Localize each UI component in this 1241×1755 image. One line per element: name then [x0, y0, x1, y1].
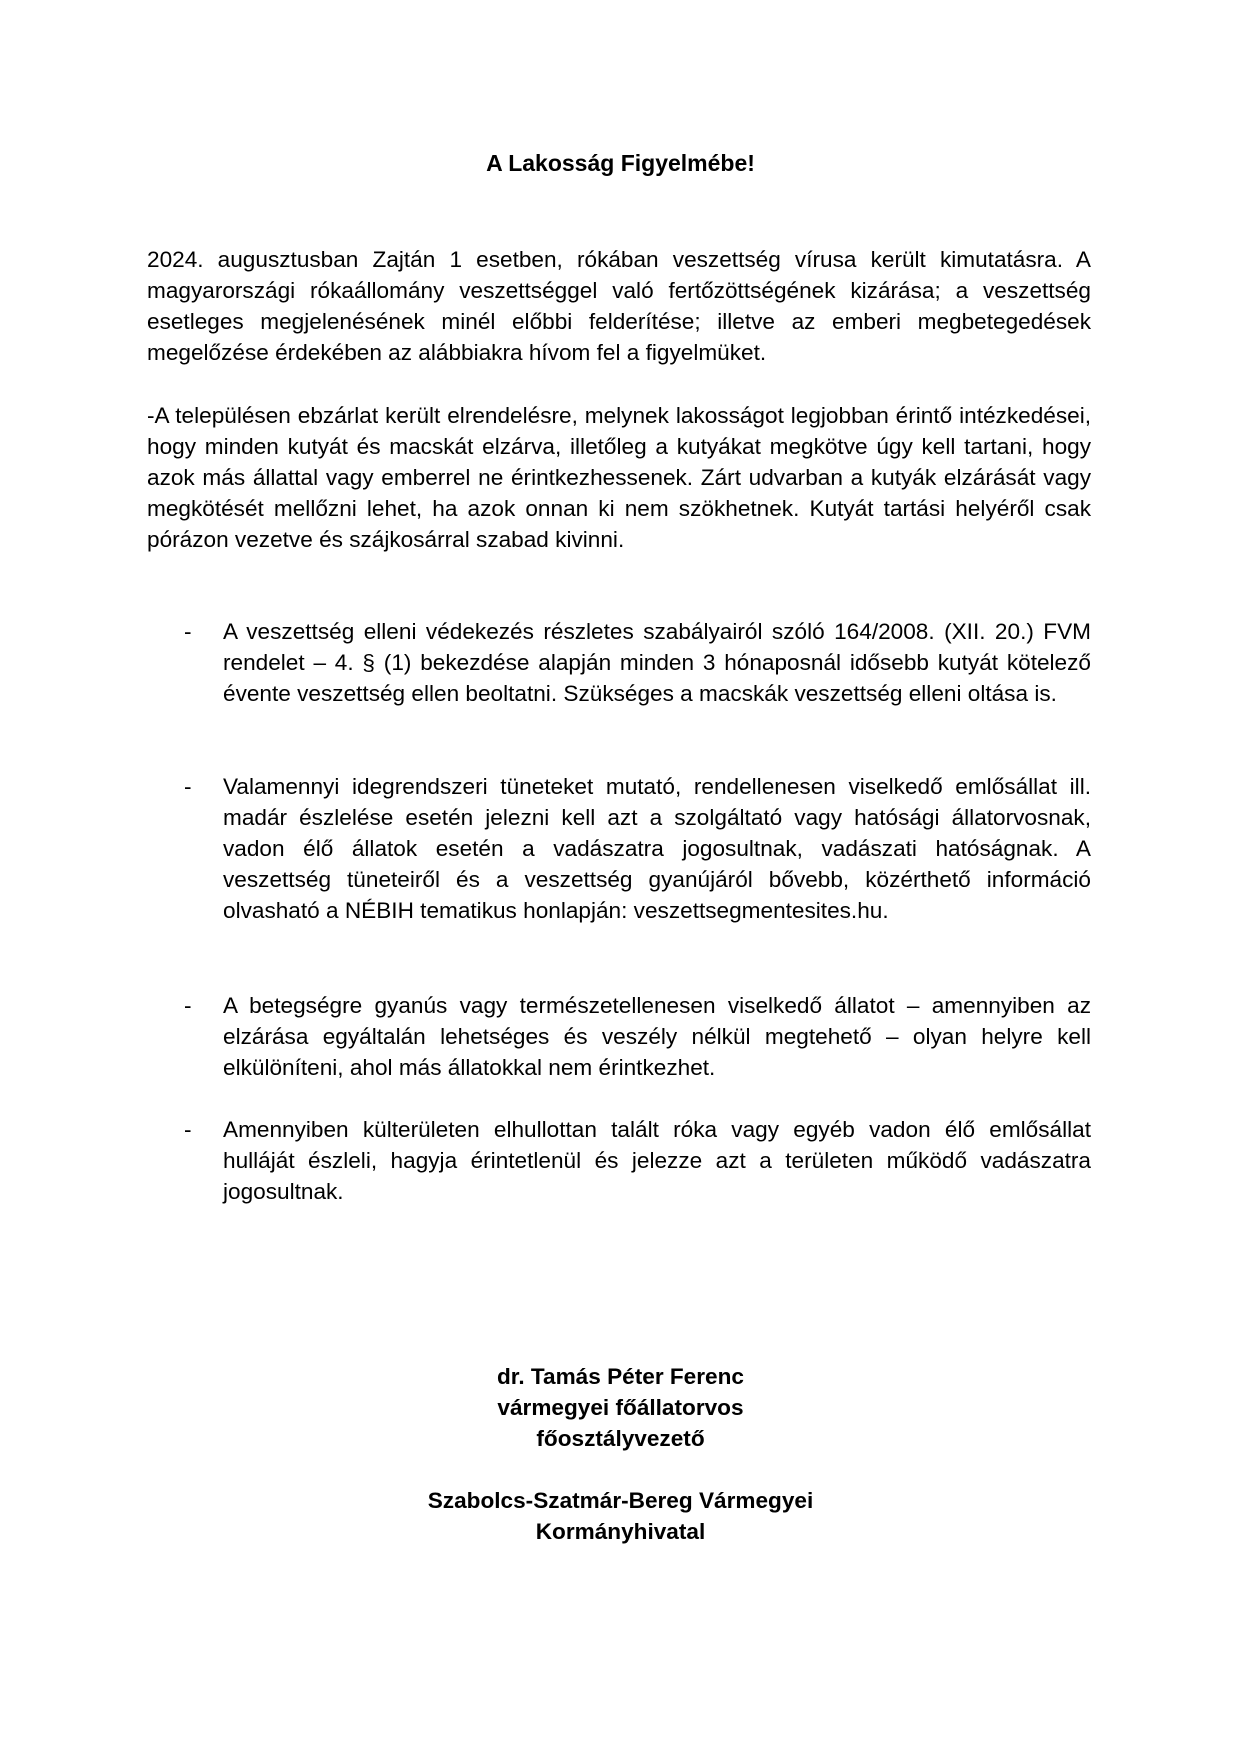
list-item-text: Valamennyi idegrendszeri tüneteket mutató, rendellenesen viselkedő emlősállat ill. madár észlelése esetén jelezni kell azt a szolgáltató vagy hatósági állatorvosnak, vadon élő állatok esetén a vadászatra jogosultnak, vadászati hatóságnak. A veszettség tüneteiről és a veszettség gyanújáról bővebb, közérthető információ olvasható a NÉBIH tematikus honlapján: veszettsegmentesites.hu.: [223, 774, 1091, 923]
signatory-name: dr. Tamás Péter Ferenc: [497, 1364, 744, 1389]
list-dash-marker: -: [184, 774, 192, 799]
list-item-text: Amennyiben külterületen elhullottan talált róka vagy egyéb vadon élő emlősállat hulláját észleli, hagyja érintetlenül és jelezze azt a területen működő vadászatra jogosultnak.: [223, 1117, 1091, 1204]
list-dash-marker: -: [184, 619, 192, 644]
lockdown-paragraph: -A településen ebzárlat került elrendelésre, melynek lakosságot legjobban érintő intézkedései, hogy minden kutyát és macskát elzárva, illetőleg a kutyákat megkötve úgy kell tartani, hogy azok más állattal vagy emberrel ne érintkezhessenek. Zárt udvarban a kutyák elzárását vagy megkötését mellőzni lehet, ha azok onnan ki nem szökhetnek. Kutyát tartási helyéről csak pórázon vezetve és szájkosárral szabad kivinni.: [147, 403, 1091, 552]
document-title: A Lakosság Figyelmébe!: [486, 150, 755, 176]
signatory-role: főosztályvezető: [536, 1426, 705, 1451]
organization-name-line1: Szabolcs-Szatmár-Bereg Vármegyei: [427, 1488, 814, 1513]
signature-block: [0, 1361, 1241, 1454]
list-dash-marker: -: [184, 993, 192, 1018]
list-item-text: A betegségre gyanús vagy természetellenesen viselkedő állatot – amennyiben az elzárása egyáltalán lehetséges és veszély nélkül megtehető – olyan helyre kell elkülöníteni, ahol más állatokkal nem érintkezhet.: [223, 993, 1091, 1080]
signatory-position: vármegyei főállatorvos: [497, 1395, 744, 1420]
intro-paragraph: 2024. augusztusban Zajtán 1 esetben, rókában veszettség vírusa került kimutatásra. A magyarországi rókaállomány veszettséggel való fertőzöttségének kizárása; a veszettség esetleges megjelenésének minél előbbi felderítése; illetve az emberi megbetegedések megelőzése érdekében az alábbiakra hívom fel a figyelmüket.: [147, 247, 1091, 365]
organization-name-line2: Kormányhivatal: [535, 1519, 706, 1544]
list-dash-marker: -: [184, 1117, 192, 1142]
list-item-text: A veszettség elleni védekezés részletes szabályairól szóló 164/2008. (XII. 20.) FVM rendelet – 4. § (1) bekezdése alapján minden 3 hónaposnál idősebb kutyát kötelező évente veszettség ellen beoltatni. Szükséges a macskák veszettség elleni oltása is.: [223, 619, 1091, 706]
organization-block: [0, 1485, 1241, 1547]
